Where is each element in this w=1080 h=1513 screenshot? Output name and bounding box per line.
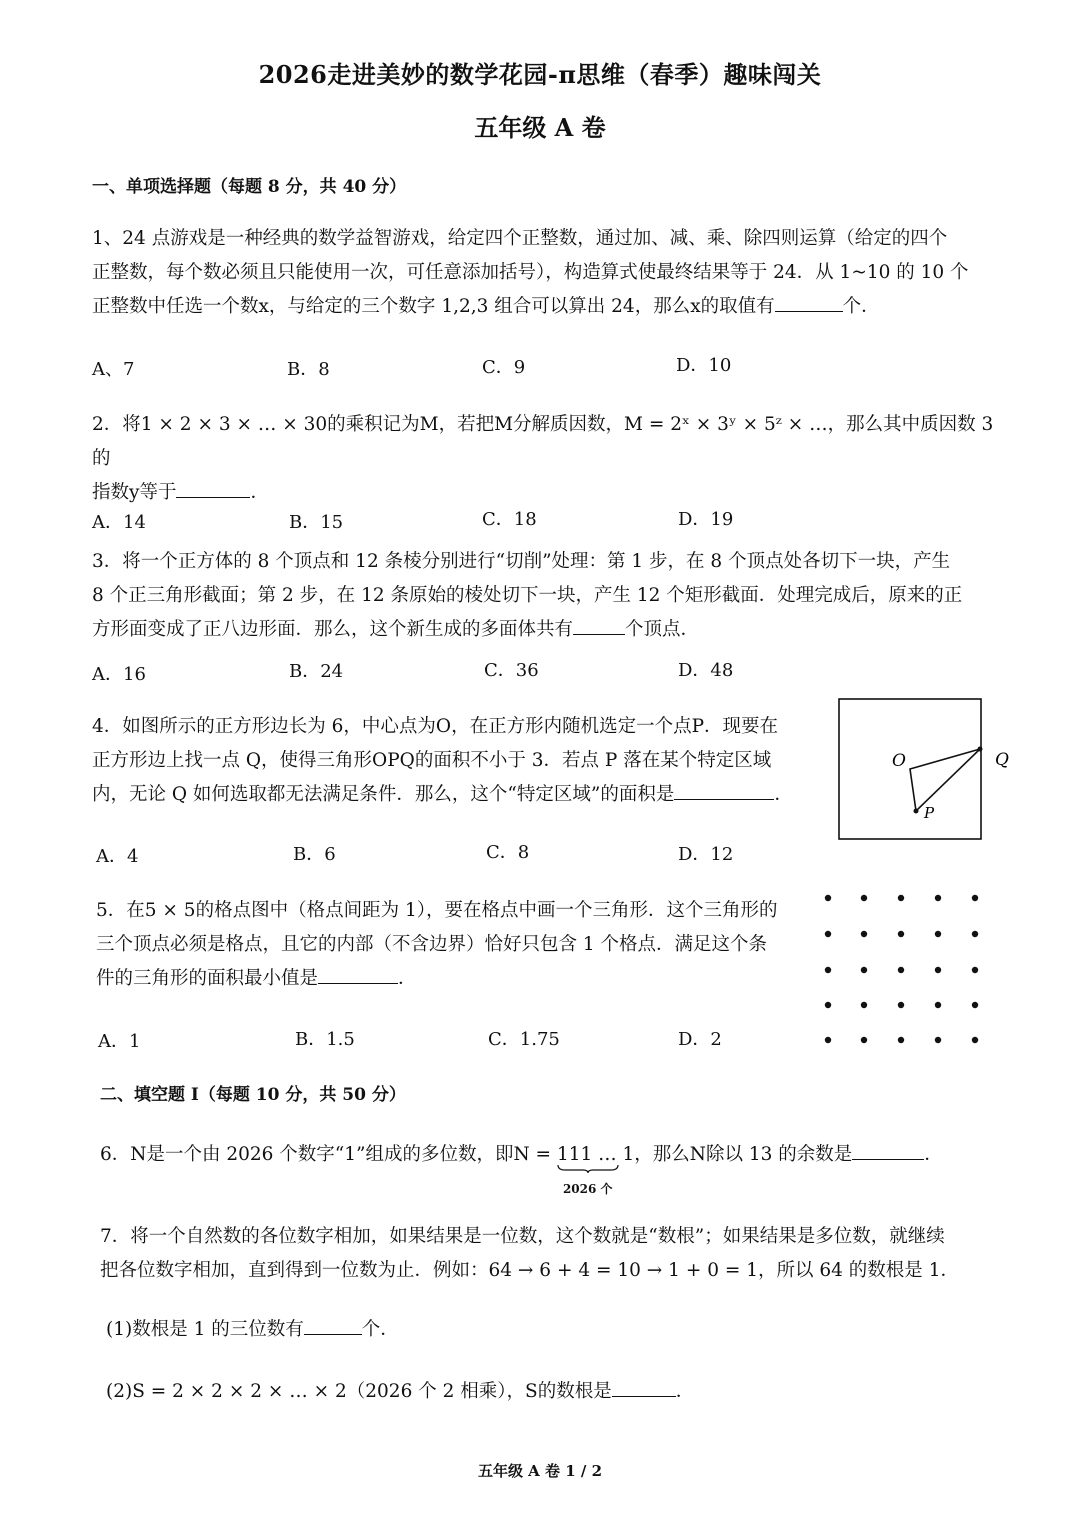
q5-option-d[interactable]: D．2	[678, 1029, 722, 1050]
label-o: O	[892, 751, 906, 771]
q7-sub1: (1)数根是 1 的三位数有 个．	[106, 1313, 399, 1347]
q1-line3: 正整数中任选一个数x，与给定的三个数字 1,2,3 组合可以算出 24，那么x的取值有 个．	[92, 290, 992, 324]
q4-line1: 4．如图所示的正方形边长为 6，中心点为O，在正方形内随机选定一个点P．现要在	[92, 716, 779, 737]
q3-option-c[interactable]: C．36	[484, 660, 539, 681]
label-p: P	[924, 804, 935, 822]
question-4	[92, 710, 832, 812]
q3-line2: 8 个正三角形截面；第 2 步，在 12 条原始的棱处切下一块，产生 12 个矩形截面．处理完成后，原来的正	[92, 585, 963, 606]
q4-option-d[interactable]: D．12	[678, 844, 734, 865]
q2-option-b[interactable]: B．15	[289, 512, 344, 533]
q1-option-d[interactable]: D．10	[676, 355, 732, 376]
q5-option-a[interactable]: A．1	[98, 1031, 141, 1052]
lattice-points	[825, 895, 978, 1043]
point-q-dot	[978, 747, 983, 752]
q1-option-b[interactable]: B．8	[287, 359, 330, 380]
q2-line2: 指数y等于 ．	[92, 476, 1002, 510]
label-q: Q	[995, 750, 1009, 770]
underbrace-number: 111 … 1 2026 个	[557, 1138, 634, 1172]
q2-option-d[interactable]: D．19	[678, 509, 734, 530]
q2-option-c[interactable]: C．18	[482, 509, 537, 530]
q1-option-a[interactable]: A、7	[92, 359, 135, 380]
q4-option-a[interactable]: A．4	[96, 846, 139, 867]
exam-subtitle: 五年级 A 卷	[474, 113, 606, 142]
q4-line3: 内，无论 Q 如何选取都无法满足条件．那么，这个“特定区域”的面积是 ．	[92, 778, 832, 812]
q7-line2: 把各位数字相加，直到得到一位数为止．例如：64 → 6 + 4 = 10 → 1 + 0 = 1，所以 64 的数根是 1．	[100, 1260, 959, 1281]
q5-line3: 件的三角形的面积最小值是 ．	[96, 962, 816, 996]
underbrace-label: 2026 个	[562, 1182, 613, 1196]
q4-option-b[interactable]: B．6	[293, 844, 336, 865]
section-heading-choice: 一、单项选择题（每题 8 分，共 40 分）	[92, 177, 407, 197]
answer-blank[interactable]	[176, 479, 250, 498]
q3-line3: 方形面变成了正八边形面．那么，这个新生成的多面体共有 个顶点．	[92, 613, 1002, 647]
q5-option-c[interactable]: C．1.75	[488, 1029, 560, 1050]
question-6: 6．N是一个由 2026 个数字“1”组成的多位数，即N = 111 … 1 2026 个 ，那么N除以 13 的余数是 ．	[100, 1138, 980, 1172]
question-7	[100, 1220, 1000, 1288]
q2-line1: 2．将1 × 2 × 3 × … × 30的乘积记为M，若把M分解质因数，M = 2ˣ × 3ʸ × 5ᶻ × …，那么其中质因数 3 的	[92, 414, 994, 469]
lattice-grid-figure	[812, 884, 987, 1054]
q1-option-c[interactable]: C．9	[482, 357, 526, 378]
q3-line1: 3．将一个正方体的 8 个顶点和 12 条棱分别进行“切削”处理：第 1 步，在 8 个顶点处各切下一块，产生	[92, 551, 951, 572]
q7-sub2: (2)S = 2 × 2 × 2 × … × 2（2026 个 2 相乘），S的数根是 ．	[106, 1375, 694, 1409]
page-footer: 五年级 A 卷 1 / 2	[477, 1462, 603, 1480]
triangle-opq	[910, 749, 980, 811]
section-heading-fill: 二、填空题 I（每题 10 分，共 50 分）	[100, 1085, 406, 1105]
question-2	[92, 408, 1002, 510]
answer-blank[interactable]	[612, 1378, 676, 1397]
q4-option-c[interactable]: C．8	[486, 842, 530, 863]
answer-blank[interactable]	[674, 781, 774, 800]
q3-option-a[interactable]: A．16	[92, 664, 146, 685]
square-figure	[832, 692, 1022, 847]
question-1	[92, 222, 992, 324]
answer-blank[interactable]	[318, 965, 398, 984]
q3-option-b[interactable]: B．24	[289, 661, 344, 682]
answer-blank[interactable]	[775, 293, 843, 312]
q1-line1: 1、24 点游戏是一种经典的数学益智游戏，给定四个正整数，通过加、减、乘、除四则运算（给定的四个	[92, 228, 948, 249]
q2-option-a[interactable]: A．14	[92, 512, 146, 533]
q4-line2: 正方形边上找一点 Q，使得三角形OPQ的面积不小于 3．若点 P 落在某个特定区域	[92, 750, 772, 771]
q5-line1: 5．在5 × 5的格点图中（格点间距为 1），要在格点中画一个三角形．这个三角形的	[96, 900, 778, 921]
q7-line1: 7．将一个自然数的各位数字相加，如果结果是一位数，这个数就是“数根”；如果结果是多位数，就继续	[100, 1226, 945, 1247]
q5-line2: 三个顶点必须是格点，且它的内部（不含边界）恰好只包含 1 个格点．满足这个条	[96, 934, 768, 955]
point-p-dot	[914, 809, 919, 814]
q5-option-b[interactable]: B．1.5	[295, 1029, 355, 1050]
answer-blank[interactable]	[304, 1316, 362, 1335]
question-5	[96, 894, 816, 996]
q3-option-d[interactable]: D．48	[678, 660, 734, 681]
question-3	[92, 545, 1002, 647]
answer-blank[interactable]	[852, 1141, 924, 1160]
exam-title: 2026走进美妙的数学花园-π思维（春季）趣味闯关	[258, 60, 822, 89]
q1-line2: 正整数，每个数必须且只能使用一次，可任意添加括号），构造算式使最终结果等于 24．从 1~10 的 10 个	[92, 262, 969, 283]
answer-blank[interactable]	[573, 616, 625, 635]
